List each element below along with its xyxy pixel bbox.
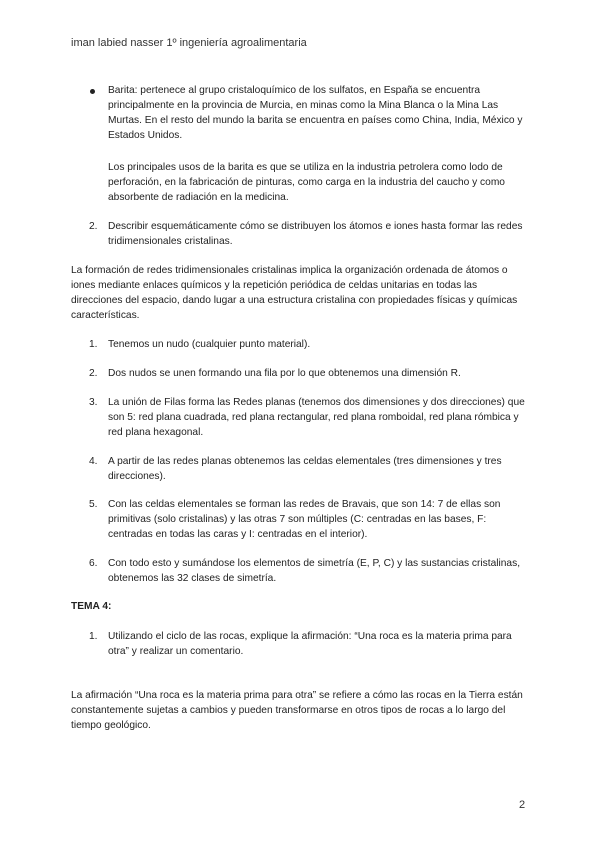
step-5-number: 5. (89, 499, 98, 510)
question-2-text: Describir esquemáticamente cómo se distribuyen los átomos e iones hasta formar las redes tridimensionales cristalinas. (108, 221, 523, 247)
barita-description: Barita: pertenece al grupo cristaloquímico de los sulfatos, en España se encuentra principalmente en la provincia de Murcia, en minas como la Mina Blanca o la Mina Las Murtas. En el resto del mundo la barita se encuentra en países como China, India, México y Estados Unidos. (108, 85, 523, 141)
step-2-text: Dos nudos se unen formando una fila por lo que obtenemos una dimensión R. (108, 368, 461, 379)
tema-4-question-number: 1. (89, 631, 98, 642)
step-4-number: 4. (89, 456, 98, 467)
step-6-text: Con todo esto y sumándose los elementos de simetría (E, P, C) y las sustancias cristalinas, obtenemos las 32 clases de simetría. (108, 558, 521, 584)
step-3-text: La unión de Filas forma las Redes planas (tenemos dos dimensiones y dos direcciones) que son 5: red plana cuadrada, red plana rectangular, red plana romboidal, red plana rómbica y red plana hexagonal. (108, 397, 525, 438)
bullet-marker (90, 89, 95, 94)
barita-uses: Los principales usos de la barita es que se utiliza en la industria petrolera como lodo de perforación, en la fabricación de pinturas, como carga en la industria del caucho y como absorbente de radiación en la medicina. (108, 162, 505, 203)
crystal-intro-paragraph: La formación de redes tridimensionales cristalinas implica la organización ordenada de átomos o iones mediante enlaces químicos y la repetición periódica de celdas unitarias en todas las direcciones del espacio, dando lugar a una estructura cristalina con propiedades físicas y químicas características. (71, 265, 518, 321)
step-4-text: A partir de las redes planas obtenemos las celdas elementales (tres dimensiones y tres direcciones). (108, 456, 502, 482)
step-6-number: 6. (89, 558, 98, 569)
question-2-number: 2. (89, 221, 98, 232)
page-header: iman labied nasser 1º ingeniería agroalimentaria (71, 37, 307, 49)
step-3-number: 3. (89, 397, 98, 408)
tema-4-question-text: Utilizando el ciclo de las rocas, explique la afirmación: “Una roca es la materia prima para otra” y realizar un comentario. (108, 631, 512, 657)
tema-4-heading: TEMA 4: (71, 601, 112, 612)
step-1-text: Tenemos un nudo (cualquier punto material). (108, 339, 311, 350)
step-5-text: Con las celdas elementales se forman las redes de Bravais, que son 14: 7 de ellas son primitivas (solo cristalinas) y las otras 7 son múltiples (C: centradas en las bases, F: centradas en todas las caras y I: centradas en el interior). (108, 499, 501, 540)
page-number: 2 (519, 799, 526, 811)
tema-4-answer-paragraph: La afirmación “Una roca es la materia prima para otra” se refiere a cómo las rocas en la Tierra están constantemente sujetas a cambios y pueden transformarse en otros tipos de rocas a lo largo del tiempo geológico. (71, 690, 523, 731)
step-2-number: 2. (89, 368, 98, 379)
step-1-number: 1. (89, 339, 98, 350)
